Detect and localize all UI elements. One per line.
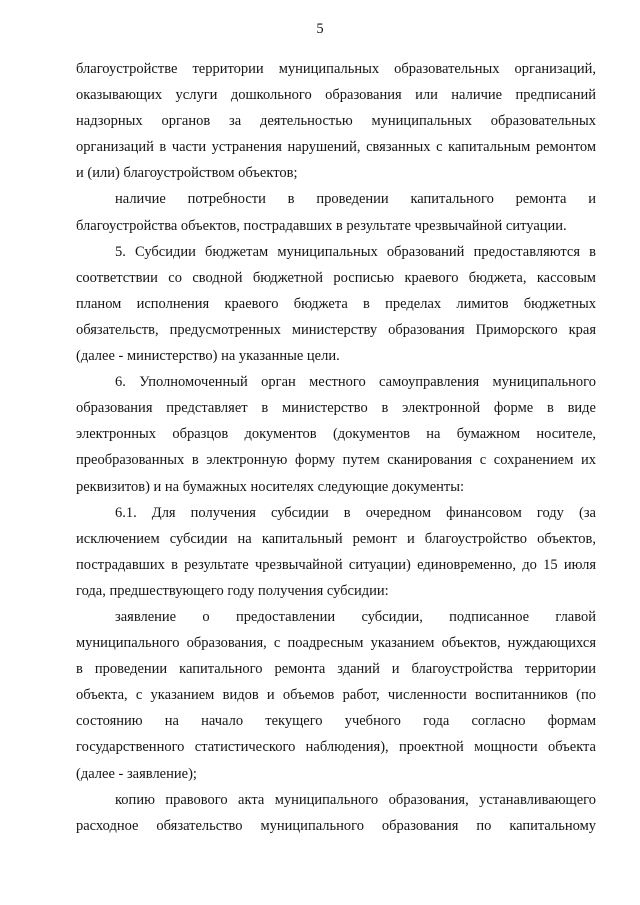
text-line: года, предшествующего году получения субсидии:	[76, 582, 389, 599]
text-line: благоустройстве территории муниципальных образовательных организаций,	[76, 61, 596, 77]
text-line: (далее - министерство) на указанные цели.	[76, 348, 340, 365]
text-line: электронных образцов документов (документов на бумажном носителе,	[76, 426, 596, 443]
text-line: пострадавших в результате чрезвычайной ситуации) единовременно, до 15 июля	[76, 556, 596, 573]
text-line: 5. Субсидии бюджетам муниципальных образований предоставляются в	[115, 243, 596, 260]
text-line: исключением субсидии на капитальный ремонт и благоустройство объектов,	[76, 530, 596, 547]
text-line: муниципального образования, с поадресным указанием объектов, нуждающихся	[76, 635, 596, 652]
text-line: надзорных органов за деятельностью муниципальных образовательных	[76, 113, 596, 130]
text-line: 6.1. Для получения субсидии в очередном финансовом году (за	[115, 504, 596, 521]
text-line: организаций в части устранения нарушений, связанных с капитальным ремонтом	[76, 139, 596, 156]
text-line: наличие потребности в проведении капитального ремонта и	[115, 191, 596, 208]
text-line: и (или) благоустройством объектов;	[76, 165, 298, 182]
page-number: 5	[316, 21, 324, 37]
text-line: преобразованных в электронную форму путем сканирования с сохранением их	[76, 452, 596, 469]
text-line: благоустройства объектов, пострадавших в результате чрезвычайной ситуации.	[76, 217, 567, 234]
text-line: планом исполнения краевого бюджета в пределах лимитов бюджетных	[76, 295, 596, 312]
text-line: государственного статистического наблюдения), проектной мощности объекта	[76, 739, 596, 756]
text-line: (далее - заявление);	[76, 765, 197, 782]
text-line: образования представляет в министерство в электронной форме в виде	[76, 400, 596, 417]
text-line: в проведении капитального ремонта зданий и благоустройства территории	[76, 661, 596, 678]
text-line: реквизитов) и на бумажных носителях следующие документы:	[76, 478, 465, 495]
text-line: 6. Уполномоченный орган местного самоуправления муниципального	[115, 374, 596, 391]
document-body	[76, 56, 596, 839]
text-line: соответствии со сводной бюджетной росписью краевого бюджета, кассовым	[76, 269, 596, 286]
text-line: состоянию на начало текущего учебного года согласно формам	[76, 713, 596, 730]
text-line: расходное обязательство муниципального образования по капитальному	[76, 817, 596, 834]
text-line: оказывающих услуги дошкольного образования или наличие предписаний	[76, 87, 596, 104]
text-line: обязательств, предусмотренных министерству образования Приморского края	[76, 321, 596, 338]
text-line: заявление о предоставлении субсидии, подписанное главой	[115, 608, 596, 625]
text-line: копию правового акта муниципального образования, устанавливающего	[115, 791, 596, 808]
text-line: объекта, с указанием видов и объемов работ, численности воспитанников (по	[76, 687, 596, 704]
